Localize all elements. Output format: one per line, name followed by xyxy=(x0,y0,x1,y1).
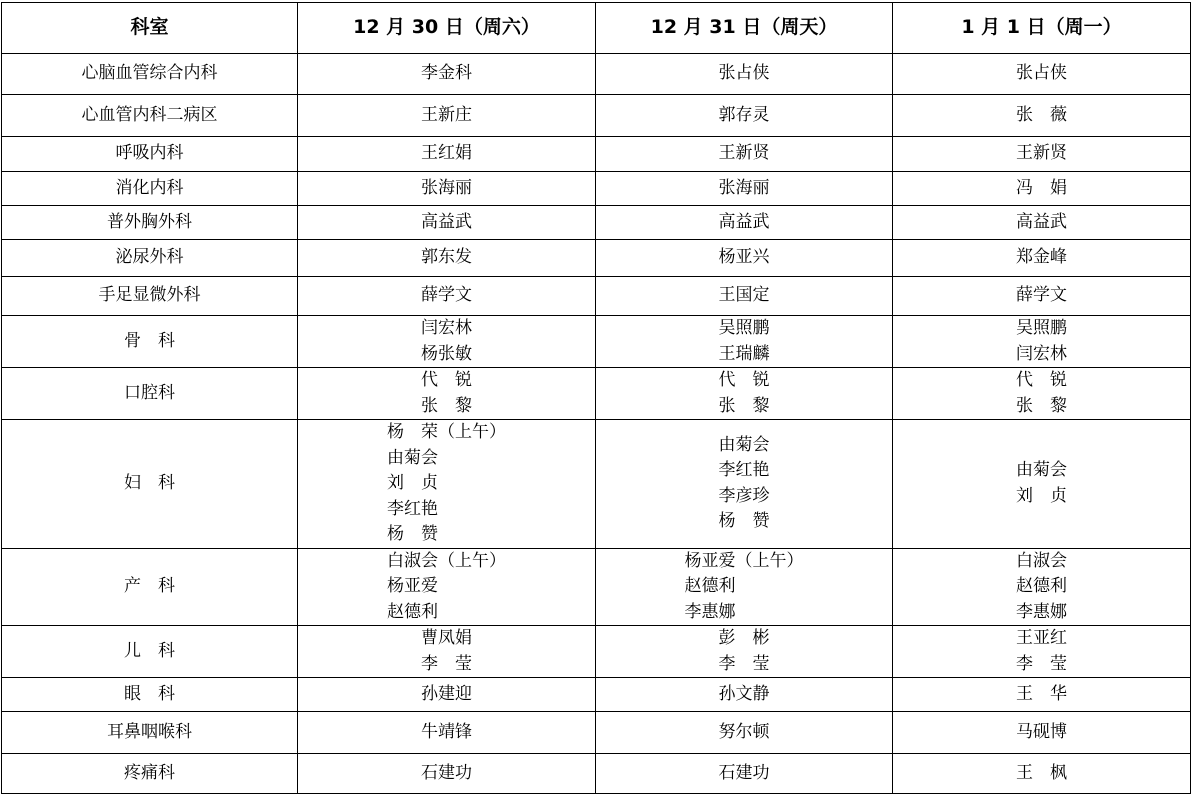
staff-list xyxy=(685,549,804,626)
staff-list xyxy=(719,61,770,87)
staff-name: 李金科 xyxy=(421,63,472,84)
staff-name: 孙文静 xyxy=(718,683,770,704)
staff-list xyxy=(719,368,770,419)
staff-name: 郭东发 xyxy=(421,247,472,268)
duty-cell-day-3 xyxy=(893,54,1191,95)
duty-cell-day-2 xyxy=(596,172,893,206)
staff-list xyxy=(1016,368,1067,419)
staff-name: 杨 赞 xyxy=(387,524,438,544)
department-cell: 妇 科 xyxy=(2,420,298,549)
duty-cell-day-2 xyxy=(596,754,893,794)
duty-cell-day-3 xyxy=(893,548,1191,626)
staff-list xyxy=(1016,176,1067,202)
staff-name: 李红艳 xyxy=(718,460,770,481)
department-cell: 口腔科 xyxy=(2,368,298,420)
staff-name: 王瑞麟 xyxy=(718,343,770,364)
staff-list xyxy=(421,103,472,129)
staff-name: 吴照鹏 xyxy=(718,318,770,338)
staff-list xyxy=(1016,720,1067,746)
table-row xyxy=(2,240,1191,277)
department-cell: 呼吸内科 xyxy=(2,137,298,172)
table-row xyxy=(2,206,1191,240)
staff-list xyxy=(719,103,770,129)
staff-name: 李红艳 xyxy=(387,498,438,519)
staff-list xyxy=(421,141,472,167)
staff-name: 石建功 xyxy=(718,762,770,783)
duty-cell-day-3 xyxy=(893,95,1191,137)
duty-cell-day-3 xyxy=(893,368,1191,420)
staff-list xyxy=(719,682,770,708)
department-cell: 心血管内科二病区 xyxy=(2,95,298,137)
staff-name: 由菊会 xyxy=(718,434,770,455)
staff-list xyxy=(1016,141,1067,167)
staff-name: 闫宏林 xyxy=(1016,343,1067,364)
duty-cell-day-1 xyxy=(298,277,596,316)
table-row xyxy=(2,368,1191,420)
staff-name: 刘 贞 xyxy=(1016,485,1067,506)
staff-list xyxy=(719,245,770,271)
table-row xyxy=(2,277,1191,316)
duty-cell-day-2 xyxy=(596,54,893,95)
duty-cell-day-2 xyxy=(596,548,893,626)
staff-list xyxy=(1016,682,1067,708)
staff-name: 赵德利 xyxy=(387,601,438,622)
table-row xyxy=(2,548,1191,626)
table-row xyxy=(2,420,1191,549)
staff-list xyxy=(1016,210,1067,236)
table-row xyxy=(2,172,1191,206)
staff-list xyxy=(1016,283,1067,309)
staff-list xyxy=(1016,61,1067,87)
staff-list xyxy=(421,368,472,419)
staff-name: 代 锐 xyxy=(1016,370,1067,390)
table-row xyxy=(2,754,1191,794)
staff-name: 代 锐 xyxy=(718,370,770,390)
staff-name: 张占侠 xyxy=(1016,63,1067,84)
staff-name: 张 黎 xyxy=(1016,395,1067,416)
staff-name: 郭存灵 xyxy=(718,104,770,125)
duty-cell-day-3 xyxy=(893,240,1191,277)
staff-list xyxy=(1016,626,1067,677)
table-row xyxy=(2,316,1191,368)
department-cell: 泌尿外科 xyxy=(2,240,298,277)
staff-list xyxy=(719,761,770,787)
table-row xyxy=(2,712,1191,754)
staff-list xyxy=(421,61,472,87)
staff-name: 李 莹 xyxy=(718,653,770,674)
duty-cell-day-3 xyxy=(893,420,1191,549)
staff-name: 白淑会（上午） xyxy=(387,550,506,571)
staff-name: 代 锐 xyxy=(421,370,472,390)
staff-name: 王新庄 xyxy=(421,104,472,125)
staff-name: 牛靖锋 xyxy=(421,721,472,742)
staff-name: 郑金峰 xyxy=(1016,247,1067,268)
staff-list xyxy=(421,245,472,271)
staff-name: 杨 荣（上午） xyxy=(387,422,506,442)
staff-name: 杨亚爱 xyxy=(387,576,438,596)
staff-name: 马砚博 xyxy=(1016,721,1067,742)
table-row xyxy=(2,626,1191,678)
staff-name: 刘 贞 xyxy=(387,473,438,493)
duty-cell-day-3 xyxy=(893,137,1191,172)
staff-name: 李惠娜 xyxy=(1016,601,1067,622)
header-day-3: 1 月 1 日（周一） xyxy=(893,3,1191,54)
staff-list xyxy=(719,210,770,236)
duty-cell-day-3 xyxy=(893,206,1191,240)
staff-list xyxy=(421,176,472,202)
duty-cell-day-1 xyxy=(298,678,596,712)
staff-list xyxy=(387,420,506,548)
duty-cell-day-1 xyxy=(298,368,596,420)
staff-name: 王国定 xyxy=(718,285,770,306)
department-cell: 消化内科 xyxy=(2,172,298,206)
header-day-2: 12 月 31 日（周天） xyxy=(596,3,893,54)
department-cell: 普外胸外科 xyxy=(2,206,298,240)
duty-cell-day-2 xyxy=(596,206,893,240)
schedule-body xyxy=(2,54,1191,794)
staff-name: 吴照鹏 xyxy=(1016,318,1067,338)
duty-cell-day-2 xyxy=(596,626,893,678)
staff-name: 高益武 xyxy=(718,211,770,232)
staff-name: 白淑会 xyxy=(1016,550,1067,571)
staff-name: 王 枫 xyxy=(1016,762,1067,783)
staff-list xyxy=(1016,245,1067,271)
duty-cell-day-1 xyxy=(298,172,596,206)
staff-name: 李惠娜 xyxy=(684,601,736,622)
staff-name: 赵德利 xyxy=(684,576,736,596)
staff-name: 张海丽 xyxy=(421,177,472,198)
staff-name: 薛学文 xyxy=(421,285,472,306)
staff-name: 杨张敏 xyxy=(421,343,472,364)
table-row xyxy=(2,137,1191,172)
duty-cell-day-2 xyxy=(596,277,893,316)
duty-cell-day-2 xyxy=(596,712,893,754)
staff-list xyxy=(1016,761,1067,787)
duty-cell-day-2 xyxy=(596,420,893,549)
department-cell: 眼 科 xyxy=(2,678,298,712)
staff-name: 冯 娟 xyxy=(1016,177,1067,198)
staff-name: 努尔顿 xyxy=(718,721,770,742)
staff-name: 王 华 xyxy=(1016,683,1067,704)
staff-name: 孙建迎 xyxy=(421,683,472,704)
table-row xyxy=(2,678,1191,712)
staff-name: 王红娟 xyxy=(421,143,472,164)
staff-list xyxy=(421,316,472,367)
staff-list xyxy=(1016,103,1067,129)
staff-list xyxy=(421,682,472,708)
staff-list xyxy=(719,283,770,309)
staff-name: 张 黎 xyxy=(421,395,472,416)
staff-name: 闫宏林 xyxy=(421,318,472,338)
staff-name: 薛学文 xyxy=(1016,285,1067,306)
department-cell: 心脑血管综合内科 xyxy=(2,54,298,95)
staff-name: 彭 彬 xyxy=(718,628,770,648)
staff-list xyxy=(421,626,472,677)
department-cell: 骨 科 xyxy=(2,316,298,368)
duty-cell-day-2 xyxy=(596,368,893,420)
staff-list xyxy=(421,210,472,236)
staff-list xyxy=(387,549,506,626)
duty-cell-day-2 xyxy=(596,95,893,137)
staff-name: 王亚红 xyxy=(1016,628,1067,648)
staff-name: 张 薇 xyxy=(1016,104,1067,125)
duty-cell-day-1 xyxy=(298,240,596,277)
staff-list xyxy=(719,433,770,535)
staff-name: 王新贤 xyxy=(718,143,770,164)
duty-cell-day-1 xyxy=(298,206,596,240)
department-cell: 手足显微外科 xyxy=(2,277,298,316)
staff-list xyxy=(719,626,770,677)
staff-name: 李 莹 xyxy=(421,653,472,674)
staff-name: 李彦珍 xyxy=(718,485,770,506)
duty-schedule-table xyxy=(1,2,1191,794)
staff-list xyxy=(719,720,770,746)
header-department: 科室 xyxy=(2,3,298,54)
staff-list xyxy=(719,141,770,167)
staff-list xyxy=(421,761,472,787)
staff-list xyxy=(1016,458,1067,509)
staff-name: 杨亚兴 xyxy=(718,247,770,268)
duty-cell-day-1 xyxy=(298,712,596,754)
department-cell: 儿 科 xyxy=(2,626,298,678)
staff-list xyxy=(1016,549,1067,626)
duty-cell-day-1 xyxy=(298,95,596,137)
header-row xyxy=(2,3,1191,54)
duty-cell-day-1 xyxy=(298,420,596,549)
duty-cell-day-3 xyxy=(893,754,1191,794)
staff-list xyxy=(719,316,770,367)
staff-list xyxy=(421,720,472,746)
staff-name: 王新贤 xyxy=(1016,143,1067,164)
duty-cell-day-1 xyxy=(298,316,596,368)
duty-cell-day-2 xyxy=(596,678,893,712)
staff-name: 高益武 xyxy=(1016,211,1067,232)
table-row xyxy=(2,95,1191,137)
staff-list xyxy=(1016,316,1067,367)
staff-name: 赵德利 xyxy=(1016,576,1067,596)
duty-cell-day-3 xyxy=(893,678,1191,712)
duty-cell-day-3 xyxy=(893,712,1191,754)
duty-cell-day-1 xyxy=(298,754,596,794)
duty-cell-day-2 xyxy=(596,137,893,172)
staff-name: 由菊会 xyxy=(1016,460,1067,481)
staff-name: 李 莹 xyxy=(1016,653,1067,674)
staff-name: 张 黎 xyxy=(718,395,770,416)
staff-name: 由菊会 xyxy=(387,447,438,468)
department-cell: 耳鼻咽喉科 xyxy=(2,712,298,754)
duty-cell-day-3 xyxy=(893,277,1191,316)
table-row xyxy=(2,54,1191,95)
staff-name: 张占侠 xyxy=(718,63,770,84)
duty-cell-day-2 xyxy=(596,316,893,368)
staff-name: 杨 赞 xyxy=(718,511,770,532)
duty-cell-day-1 xyxy=(298,548,596,626)
staff-name: 杨亚爱（上午） xyxy=(684,550,804,571)
staff-name: 石建功 xyxy=(421,762,472,783)
duty-cell-day-3 xyxy=(893,316,1191,368)
staff-list xyxy=(719,176,770,202)
duty-cell-day-3 xyxy=(893,172,1191,206)
staff-name: 高益武 xyxy=(421,211,472,232)
header-day-1: 12 月 30 日（周六） xyxy=(298,3,596,54)
duty-cell-day-3 xyxy=(893,626,1191,678)
staff-name: 张海丽 xyxy=(718,177,770,198)
department-cell: 产 科 xyxy=(2,548,298,626)
duty-cell-day-1 xyxy=(298,54,596,95)
staff-name: 曹凤娟 xyxy=(421,628,472,648)
duty-cell-day-1 xyxy=(298,137,596,172)
duty-cell-day-2 xyxy=(596,240,893,277)
staff-list xyxy=(421,283,472,309)
duty-cell-day-1 xyxy=(298,626,596,678)
department-cell: 疼痛科 xyxy=(2,754,298,794)
